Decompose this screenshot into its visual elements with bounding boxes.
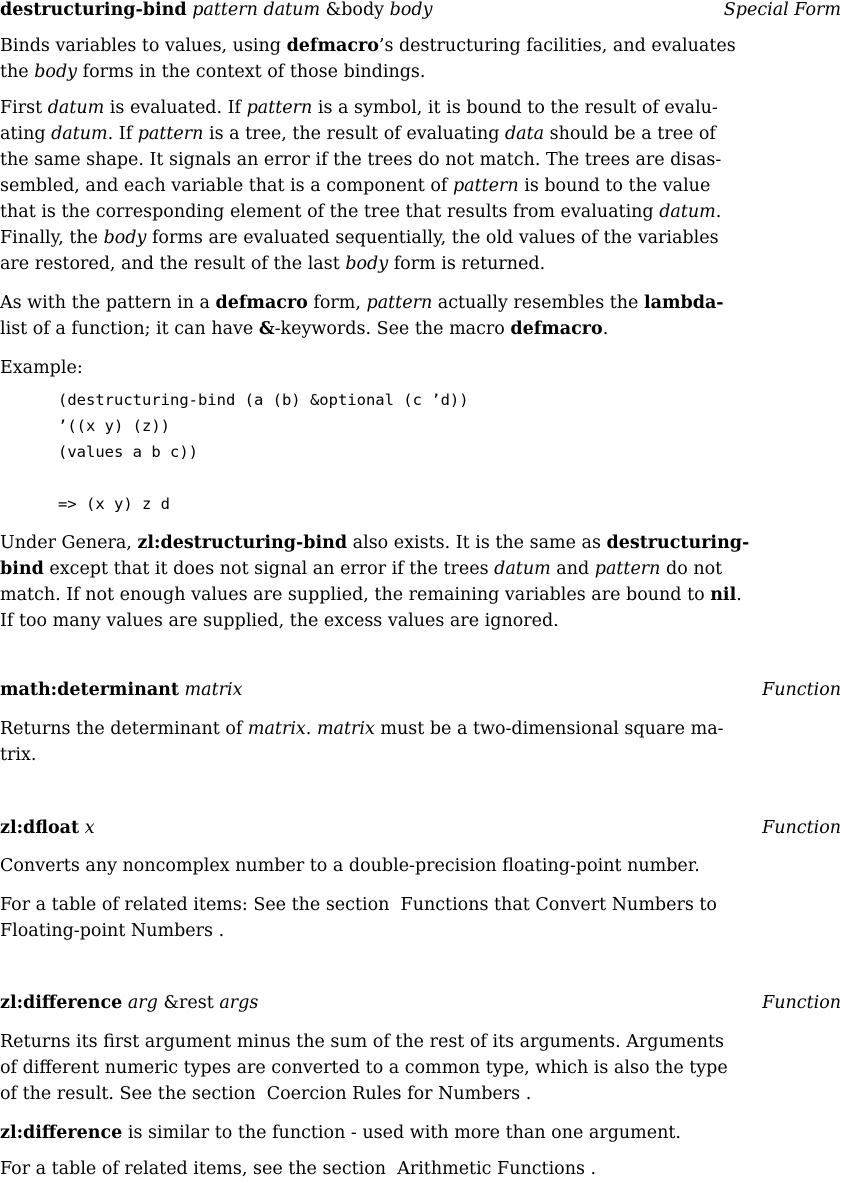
text-run: body [34,62,78,82]
paragraph [0,290,841,342]
text-run: pattern [137,124,204,144]
text-run: nil [710,585,737,605]
text-run: datum [51,124,108,144]
entry-header-destructuring-bind [0,0,841,24]
entry-header-math-determinant [0,680,841,704]
entry-signature [0,0,432,20]
text-run: is similar to the function - used with more than one argument. [122,1123,681,1143]
text-run [0,199,841,225]
text-run: that is the corresponding element of the tree that results from evaluating [0,202,660,222]
text-run: => (x y) z d [58,495,170,513]
paragraph [0,1120,841,1146]
text-run [0,33,736,59]
text-run: zl:difference [0,1123,123,1143]
text-run: . [715,202,722,222]
text-run [0,251,841,277]
entry-name: zl:dfloat [0,818,80,838]
text-run [0,121,841,147]
text-run: Converts any noncomplex number to a double-precision floating-point number. [0,856,700,876]
text-run: do not [660,559,723,579]
text-run: of the result. See the section [0,1084,262,1104]
text-run [0,316,841,342]
text-run: form is returned. [388,254,546,274]
text-run: pattern [594,559,661,579]
text-run: & [258,319,275,339]
text-run [0,1081,841,1107]
text-run: sembled, and each variable that is a component of [0,176,453,196]
text-run [0,33,841,59]
text-run: . [218,921,225,941]
text-run: matrix [247,719,306,739]
example-label: Example: [0,358,83,378]
arg: arg [127,993,158,1013]
text-run: Binds variables to values, using [0,36,287,56]
arg: matrix [184,680,243,700]
section-link[interactable]: Floating-point Numbers [0,921,214,941]
section-link[interactable]: Coercion Rules for Numbers [266,1084,521,1104]
entry-signature [0,993,258,1013]
text-run: defmacro [286,36,379,56]
arg: body [389,0,433,20]
text-run [0,59,841,85]
text-run: datum [47,98,105,118]
text-run: For a table of related items: See the section [0,895,395,915]
text-run: is a symbol, it is bound to the result of evalu- [312,98,718,118]
text-run: except that it does not signal an error if the trees [43,559,495,579]
text-run: . If [107,124,138,144]
text-run: . [525,1084,532,1104]
text-run [0,290,841,316]
entry-kind: Function [762,818,841,838]
text-run: defmacro [510,319,603,339]
text-run: form, [307,293,367,313]
text-run: is a tree, the result of evaluating [203,124,505,144]
paragraph [0,1156,841,1182]
text-run: datum [659,202,716,222]
text-run: Finally, the [0,228,104,248]
arg: x [84,818,95,838]
text-run: (destructuring-bind (a (b) &optional (c ’d)) [58,391,469,409]
text-run: Returns its first argument minus the sum of the rest of its arguments. Arguments [0,1032,724,1052]
text-run: matrix [316,719,375,739]
text-run: body [103,228,147,248]
text-run: also exists. It is the same as [347,533,607,553]
text-run: datum [494,559,551,579]
text-run [0,556,841,582]
paragraph [0,33,841,85]
text-run: the same shape. It signals an error if the trees do not match. The trees are disas- [0,150,722,170]
arg: args [219,993,259,1013]
text-run: must be a two-dimensional square ma- [374,719,724,739]
text-run: is bound to the value [518,176,711,196]
text-run: As with the pattern in a [0,293,216,313]
entry-name: zl:difference [0,993,123,1013]
paragraph [0,1029,841,1107]
code-example [58,387,469,517]
text-run [0,716,841,742]
text-run: actually resembles the [432,293,644,313]
text-run [0,95,841,121]
entry-header-zl-dfloat [0,818,841,842]
entry-kind: Function [762,993,841,1013]
entry-signature [0,680,242,700]
text-run: is evaluated. If [104,98,247,118]
entry-signature [0,818,95,838]
text-run: Under Genera, [0,533,138,553]
entry-name: math:determinant [0,680,179,700]
text-run: (values a b c)) [58,443,198,461]
text-run: trix. [0,745,37,765]
arg: pattern [192,0,258,20]
text-run: ’s destructuring facilities, and evaluates [378,36,736,56]
text-run: and [550,559,595,579]
text-run [0,1156,841,1182]
entry-name: destructuring-bind [0,0,187,20]
section-link[interactable]: Arithmetic Functions [397,1159,585,1179]
text-run [0,225,841,251]
section-link[interactable]: Functions that Convert Numbers to [400,895,717,915]
text-run: pattern [452,176,519,196]
arg: datum [263,0,321,20]
text-run [58,465,469,491]
text-run [0,530,841,556]
text-run: forms are evaluated sequentially, the old values of the variables [146,228,719,248]
lambda-keyword: &body [325,0,385,20]
entry-header-zl-difference [0,993,841,1017]
paragraph [0,530,841,634]
entry-kind: Special Form [723,0,841,20]
text-run [0,892,841,918]
text-run: list of a function; it can have [0,319,259,339]
text-run: zl:destructuring-bind [137,533,348,553]
text-run: body [345,254,389,274]
text-run: -keywords. See the macro [274,319,511,339]
text-run [0,1120,841,1146]
paragraph [0,892,841,944]
text-run: should be a tree of [544,124,716,144]
text-run: match. If not enough values are supplied, the remaining variables are bound to [0,585,711,605]
paragraph [0,716,841,768]
text-run: . [590,1159,597,1179]
text-run: First [0,98,48,118]
text-run: ating [0,124,52,144]
text-run: of different numeric types are converted to a common type, which is also the type [0,1058,728,1078]
text-run: . [602,319,609,339]
text-run: If too many values are supplied, the excess values are ignored. [0,611,559,631]
text-run: pattern [366,293,433,313]
text-run: are restored, and the result of the last [0,254,346,274]
text-run: bind [0,559,44,579]
text-run: . [736,585,742,605]
text-run [0,582,841,608]
text-run: For a table of related items, see the section [0,1159,392,1179]
text-run: the [0,62,35,82]
text-run: defmacro [215,293,308,313]
text-run: lambda- [643,293,724,313]
text-run: ’((x y) (z)) [58,417,170,435]
entry-kind: Function [762,680,841,700]
text-run [0,173,841,199]
lambda-keyword: &rest [163,993,214,1013]
paragraph [0,853,841,879]
paragraph [0,95,841,277]
text-run: destructuring- [606,533,750,553]
text-run: Returns the determinant of [0,719,248,739]
text-run: . [305,719,317,739]
text-run: pattern [246,98,313,118]
text-run: forms in the context of those bindings. [77,62,426,82]
text-run [0,918,841,944]
text-run: data [504,124,545,144]
